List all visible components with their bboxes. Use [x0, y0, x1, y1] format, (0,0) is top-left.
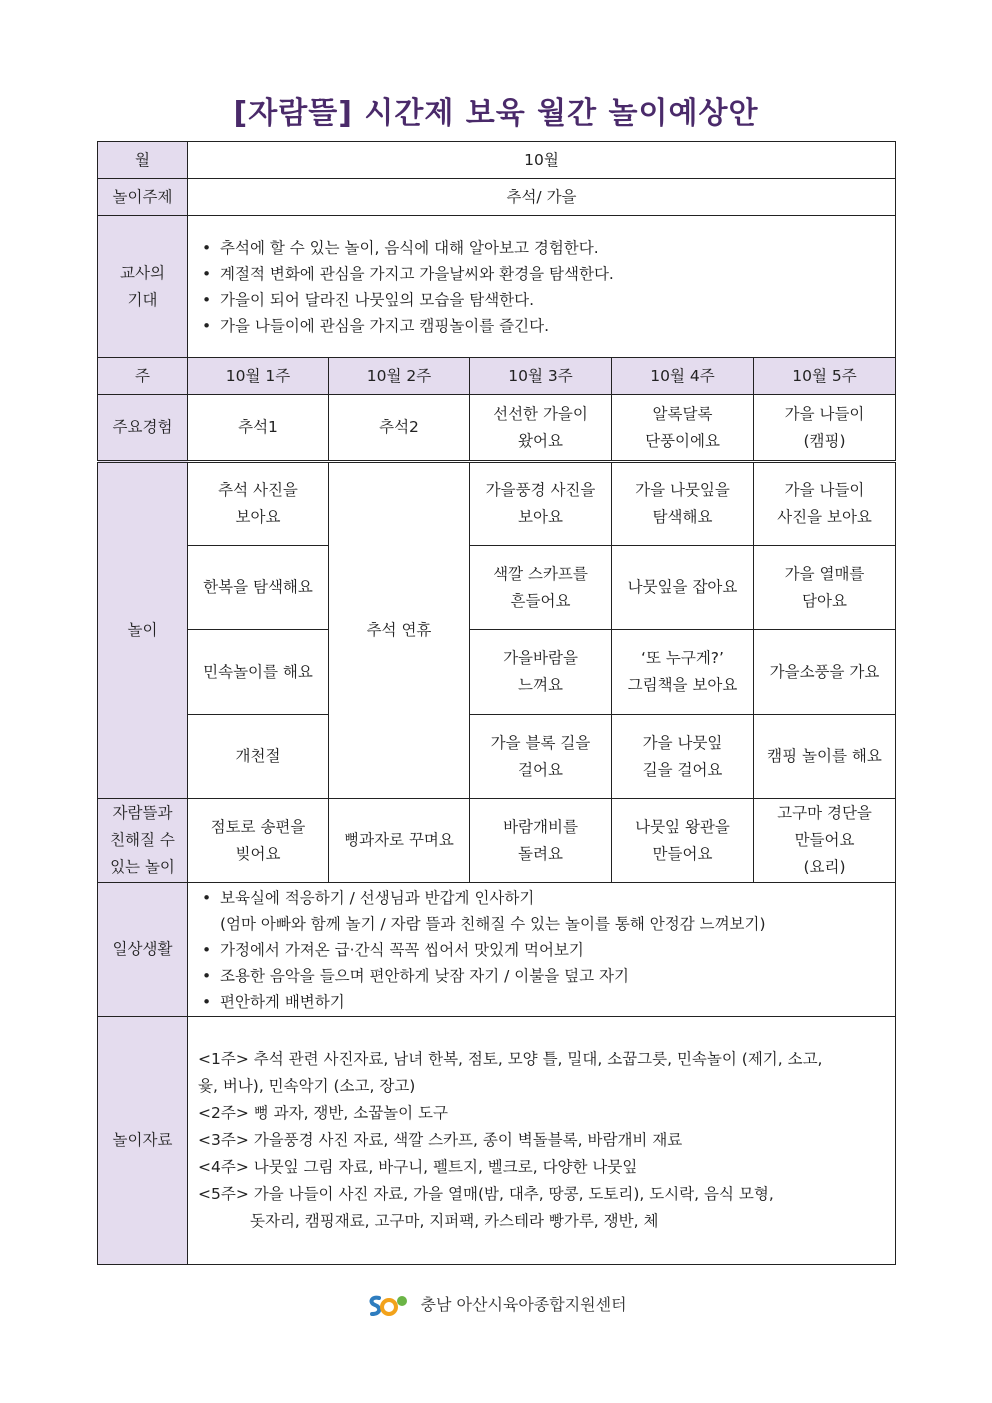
month-label: 월 [98, 142, 188, 179]
materials-cell [188, 1017, 896, 1265]
expectation-item: • 가을이 되어 달라진 나뭇잎의 모습을 탐색한다. [220, 287, 891, 313]
materials-line: <5주> 가을 나들이 사진 자료, 가을 열매(밤, 대추, 땅콩, 도토리), 도시락, 음식 모형, [198, 1185, 774, 1203]
materials-line: <1주> 추석 관련 사진자료, 남녀 한복, 점토, 모양 틀, 밀대, 소꿉그릇, 민속놀이 (제기, 소고, [198, 1050, 823, 1068]
week-header: 10월 4주 [612, 358, 754, 395]
play-cell: 가을 나뭇잎을 탐색해요 [612, 462, 754, 546]
play-cell: 가을풍경 사진을 보아요 [470, 462, 612, 546]
week-header: 10월 3주 [470, 358, 612, 395]
play-cell: 가을 나뭇잎 길을 걸어요 [612, 715, 754, 799]
daily-item: • 보육실에 적응하기 / 선생님과 반갑게 인사하기 (엄마 아빠와 함께 놀기 / 자람 뜰과 친해질 수 있는 놀이를 통해 안정감 느껴보기) [220, 885, 891, 937]
org-name: 충남 아산시육아종합지원센터 [420, 1295, 627, 1314]
play-cell: 민속놀이를 해요 [188, 630, 329, 715]
materials-line: <2주> 뻥 과자, 쟁반, 소꿉놀이 도구 [198, 1104, 449, 1122]
daily-item: • 조용한 음악을 들으며 편안하게 낮잠 자기 / 이불을 덮고 자기 [220, 963, 891, 989]
expectation-item: • 가을 나들이에 관심을 가지고 캠핑놀이를 즐긴다. [220, 313, 891, 339]
play-cell: 가을 열매를 담아요 [754, 546, 896, 630]
week-header: 10월 2주 [329, 358, 470, 395]
experience-label: 주요경험 [98, 395, 188, 462]
materials-line: 윷, 버나), 민속악기 (소고, 장고) [198, 1077, 416, 1095]
page-title: [자람뜰] 시간제 보육 월간 놀이예상안 [233, 96, 759, 131]
friendly-cell: 점토로 송편을 빚어요 [188, 799, 329, 883]
play-cell: 캠핑 놀이를 해요 [754, 715, 896, 799]
play-cell: 추석 사진을 보아요 [188, 462, 329, 546]
play-cell: 가을소풍을 가요 [754, 630, 896, 715]
daily-item: • 편안하게 배변하기 [220, 989, 891, 1015]
friendly-cell: 고구마 경단을 만들어요 (요리) [754, 799, 896, 883]
expectation-item: • 추석에 할 수 있는 놀이, 음식에 대해 알아보고 경험한다. [220, 235, 891, 261]
experience-cell: 추석1 [188, 395, 329, 462]
footer [0, 1292, 992, 1319]
play-cell: 가을 블록 길을 걸어요 [470, 715, 612, 799]
experience-cell: 선선한 가을이 왔어요 [470, 395, 612, 462]
week-header: 10월 1주 [188, 358, 329, 395]
play-cell: 가을 나들이 사진을 보아요 [754, 462, 896, 546]
friendly-cell: 뻥과자로 꾸며요 [329, 799, 470, 883]
friendly-label: 자람뜰과 친해질 수 있는 놀이 [98, 799, 188, 883]
week-header: 10월 5주 [754, 358, 896, 395]
theme-label: 놀이주제 [98, 179, 188, 216]
plan-table [97, 141, 896, 1265]
play-cell: 색깔 스카프를 흔들어요 [470, 546, 612, 630]
daily-item: • 가정에서 가져온 급·간식 꼭꼭 씹어서 맛있게 먹어보기 [220, 937, 891, 963]
center-logo-icon [365, 1293, 409, 1319]
play-cell: 한복을 탐색해요 [188, 546, 329, 630]
materials-line: <3주> 가을풍경 사진 자료, 색깔 스카프, 종이 벽돌블록, 바람개비 재료 [198, 1131, 683, 1149]
week-label: 주 [98, 358, 188, 395]
play-cell: 가을바람을 느껴요 [470, 630, 612, 715]
daily-label: 일상생활 [98, 883, 188, 1017]
expectations-cell [188, 216, 896, 358]
theme-value: 추석/ 가을 [188, 179, 896, 216]
month-value: 10월 [188, 142, 896, 179]
materials-line: <4주> 나뭇잎 그림 자료, 바구니, 펠트지, 벨크로, 다양한 나뭇잎 [198, 1158, 638, 1176]
play-cell: 나뭇잎을 잡아요 [612, 546, 754, 630]
materials-line: 돗자리, 캠핑재료, 고구마, 지퍼팩, 카스테라 빵가루, 쟁반, 체 [250, 1212, 659, 1230]
expect-label: 교사의 기대 [98, 216, 188, 358]
friendly-cell: 나뭇잎 왕관을 만들어요 [612, 799, 754, 883]
daily-cell [188, 883, 896, 1017]
friendly-cell: 바람개비를 돌려요 [470, 799, 612, 883]
play-label: 놀이 [98, 462, 188, 799]
experience-cell: 가을 나들이 (캠핑) [754, 395, 896, 462]
play-holiday-cell: 추석 연휴 [329, 462, 470, 799]
materials-label: 놀이자료 [98, 1017, 188, 1265]
expectation-item: • 계절적 변화에 관심을 가지고 가을날씨와 환경을 탐색한다. [220, 261, 891, 287]
play-cell: ‘또 누구게?’ 그림책을 보아요 [612, 630, 754, 715]
experience-cell: 알록달록 단풍이에요 [612, 395, 754, 462]
play-cell: 개천절 [188, 715, 329, 799]
experience-cell: 추석2 [329, 395, 470, 462]
